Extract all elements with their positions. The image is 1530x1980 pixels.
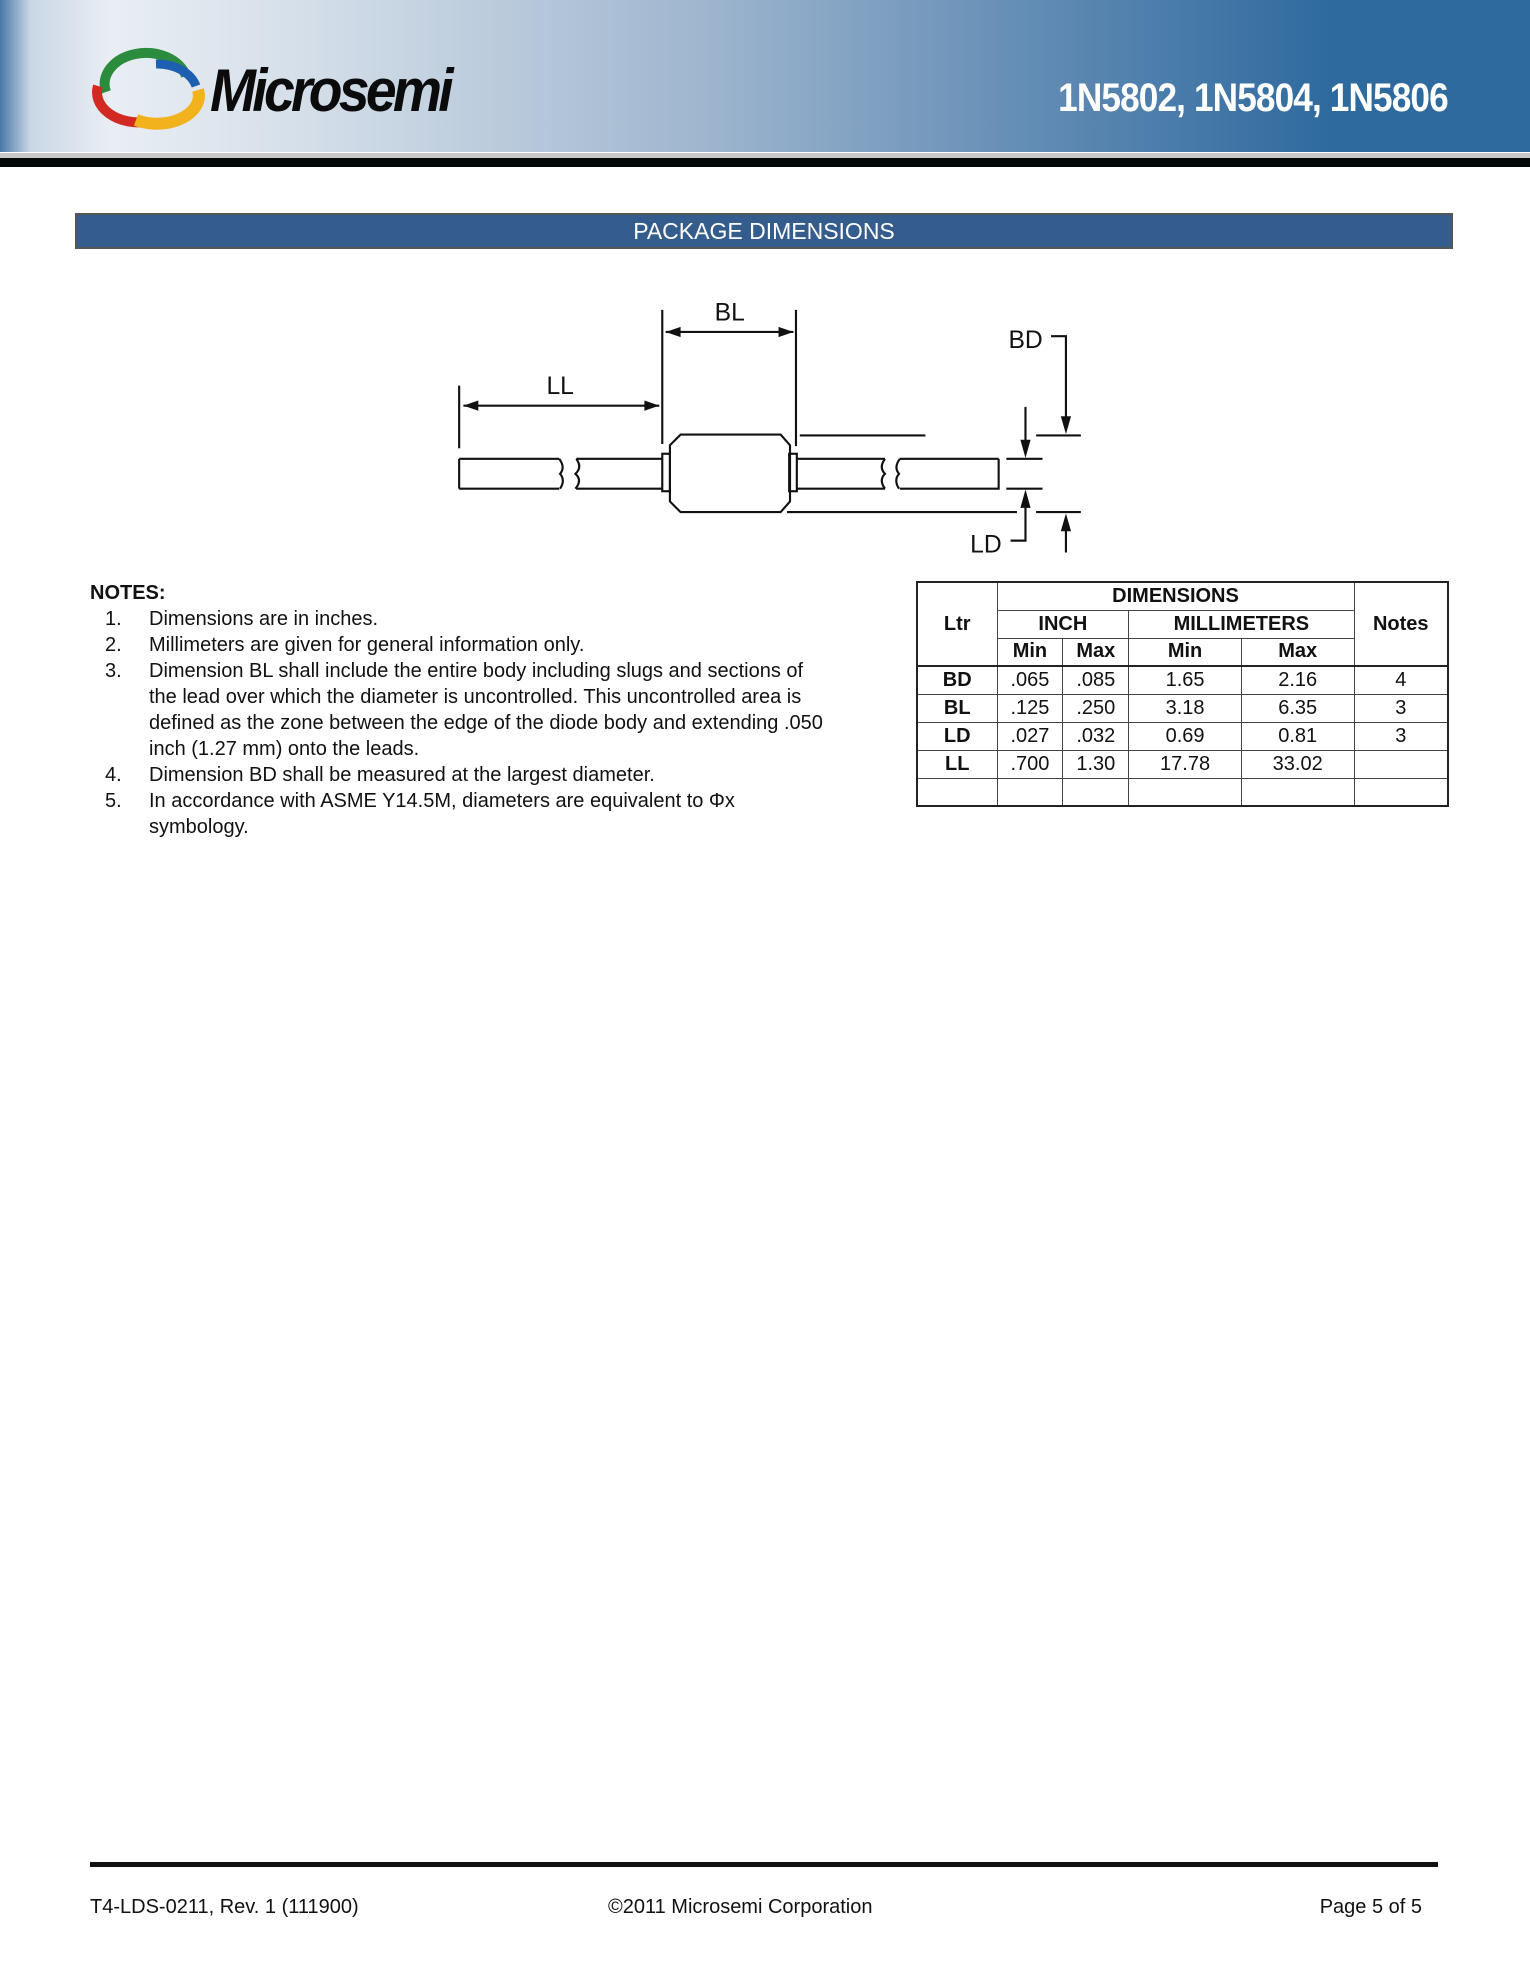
footer-page-number: Page 5 of 5 — [1319, 1896, 1422, 1918]
cell-in-max: 1.30 — [1063, 750, 1129, 778]
empty-cell — [1129, 778, 1242, 806]
logo-swirl-icon — [86, 56, 206, 128]
cell-note — [1354, 750, 1448, 778]
cell-mm-min: 17.78 — [1129, 750, 1242, 778]
diode-body — [662, 435, 797, 512]
cell-note: 3 — [1354, 694, 1448, 722]
cell-in-min: .065 — [997, 666, 1063, 694]
label-bd: BD — [1008, 327, 1043, 355]
empty-cell — [1354, 778, 1448, 806]
note-item — [90, 762, 829, 788]
note-number: 3. — [105, 660, 122, 682]
footer-doc-number: T4-LDS-0211, Rev. 1 (111900) — [90, 1896, 359, 1918]
header-ltr: Ltr — [917, 582, 997, 666]
microsemi-logo — [86, 56, 526, 128]
section-header: PACKAGE DIMENSIONS — [75, 213, 1453, 249]
empty-cell — [997, 778, 1063, 806]
note-text: Dimension BL shall include the entire body including slugs and sections of the lead over which the diameter is uncontrolled. This uncontrolled area is defined as the zone between the edge of the diode body and extending .050 inch (1.27 mm) onto the leads. — [149, 660, 823, 760]
header-inch: INCH — [997, 610, 1129, 638]
cell-in-min: .125 — [997, 694, 1063, 722]
cell-note: 4 — [1354, 666, 1448, 694]
header-mm: MILLIMETERS — [1129, 610, 1354, 638]
note-text: Dimensions are in inches. — [149, 608, 378, 630]
header-mm-min: Min — [1129, 638, 1242, 666]
cell-note: 3 — [1354, 722, 1448, 750]
footer-divider — [90, 1862, 1438, 1867]
note-item — [90, 788, 829, 840]
table-row — [917, 666, 1448, 694]
cell-mm-min: 0.69 — [1129, 722, 1242, 750]
cell-in-max: .085 — [1063, 666, 1129, 694]
table-row — [917, 750, 1448, 778]
cell-ltr: LL — [917, 750, 997, 778]
cell-ltr: BL — [917, 694, 997, 722]
note-item — [90, 632, 829, 658]
cell-mm-max: 0.81 — [1241, 722, 1354, 750]
header-inch-min: Min — [997, 638, 1063, 666]
lead-right — [797, 459, 999, 489]
cell-mm-min: 1.65 — [1129, 666, 1242, 694]
note-number: 1. — [105, 608, 122, 630]
dimension-lines — [459, 310, 1081, 553]
cell-mm-max: 33.02 — [1241, 750, 1354, 778]
note-item — [90, 606, 829, 632]
cell-in-min: .027 — [997, 722, 1063, 750]
cell-in-max: .250 — [1063, 694, 1129, 722]
cell-mm-max: 6.35 — [1241, 694, 1354, 722]
cell-mm-min: 3.18 — [1129, 694, 1242, 722]
label-bl: BL — [714, 299, 745, 327]
note-number: 4. — [105, 764, 122, 786]
empty-cell — [917, 778, 997, 806]
note-item — [90, 658, 829, 762]
note-number: 5. — [105, 790, 122, 812]
header-notes: Notes — [1354, 582, 1448, 666]
logo-wordmark: Microsemi — [210, 57, 450, 124]
notes-section — [90, 580, 829, 840]
note-text: Millimeters are given for general information only. — [149, 634, 585, 656]
dimensions-table — [916, 581, 1449, 807]
cell-ltr: LD — [917, 722, 997, 750]
note-number: 2. — [105, 634, 122, 656]
document-title: 1N5802, 1N5804, 1N5806 — [1058, 76, 1448, 120]
note-text: Dimension BD shall be measured at the largest diameter. — [149, 764, 655, 786]
note-text: In accordance with ASME Y14.5M, diameters are equivalent to Φx symbology. — [149, 790, 735, 838]
table-row — [917, 694, 1448, 722]
cell-mm-max: 2.16 — [1241, 666, 1354, 694]
notes-heading: NOTES: — [90, 582, 166, 604]
header-inch-max: Max — [1063, 638, 1129, 666]
package-diagram — [440, 280, 1100, 559]
cell-in-max: .032 — [1063, 722, 1129, 750]
cell-ltr: BD — [917, 666, 997, 694]
table-row — [917, 722, 1448, 750]
header-divider-black — [0, 158, 1530, 167]
label-ll: LL — [546, 373, 574, 401]
table-row-empty — [917, 778, 1448, 806]
footer-copyright: ©2011 Microsemi Corporation — [608, 1896, 873, 1918]
empty-cell — [1063, 778, 1129, 806]
empty-cell — [1241, 778, 1354, 806]
lead-left — [459, 459, 662, 489]
header-mm-max: Max — [1241, 638, 1354, 666]
cell-in-min: .700 — [997, 750, 1063, 778]
label-ld: LD — [970, 531, 1002, 559]
header-dimensions: DIMENSIONS — [997, 582, 1354, 610]
